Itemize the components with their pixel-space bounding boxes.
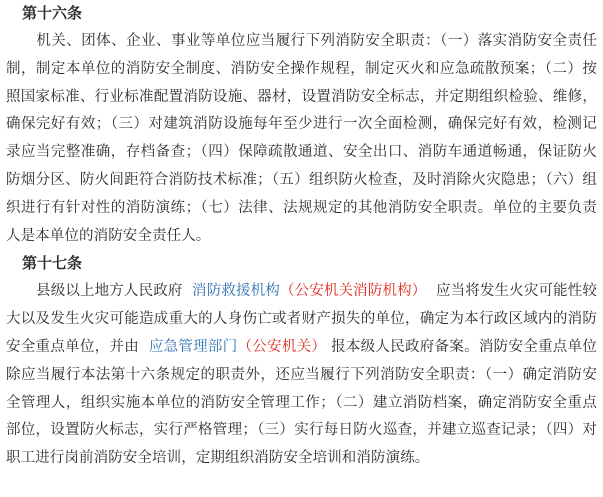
article-16-body: [0, 28, 603, 250]
article-17-text-2: 应当将发生火灾可能性较大以及发生火灾可能造成重大的人身伤亡或者财产损失的单位，确定为本行政区域内的消防安全重点单位，并由: [6, 283, 598, 355]
article-17-text-1: 县级以上地方人民政府: [36, 283, 183, 300]
amended-old-public-security-fire: （公安机关消防机构）: [279, 283, 427, 300]
amended-new-fire-rescue: 消防救援机构: [192, 283, 280, 300]
amended-new-emergency-dept: 应急管理部门: [148, 338, 238, 355]
article-17-heading: 第十七条: [22, 254, 83, 273]
article-17-body: [0, 278, 603, 473]
article-16-heading: 第十六条: [22, 4, 83, 22]
article-16-text: 机关、团体、企业、事业等单位应当履行下列消防安全职责：（一）落实消防安全责任制，制定本单位的消防安全制度、消防安全操作规程，制定灭火和应急疏散预案；（二）按照国家标准、行业标准配置消防设施、器材，设置消防安全标志，并定期组织检验、维修，确保完好有效；（三）对建筑消防设施每年至少进行一次全面检测，确保完好有效，检测记录应当完整准确，存档备查；（四）保障疏散通道、安全出口、消防车通道畅通，保证防火防烟分区、防火间距符合消防技术标准；（五）组织防火检查，及时消除火灾隐患；（六）组织进行有针对性的消防演练；（七）法律、法规规定的其他消防安全职责。单位的主要负责人是本单位的消防安全责任人。: [6, 33, 597, 244]
amended-old-public-security: （公安机关）: [237, 338, 327, 355]
article-17-text-3: 报本级人民政府备案。消防安全重点单位除应当履行本法第十六条规定的职责外，还应当履行下列消防安全职责：（一）确定消防安全管理人，组织实施本单位的消防安全管理工作；（二）建立消防档案，确定消防安全重点部位，设置防火标志，实行严格管理；（三）实行每日防火巡查，并建立巡查记录；（四）对职工进行岗前消防安全培训，定期组织消防安全培训和消防演练。: [6, 338, 597, 467]
